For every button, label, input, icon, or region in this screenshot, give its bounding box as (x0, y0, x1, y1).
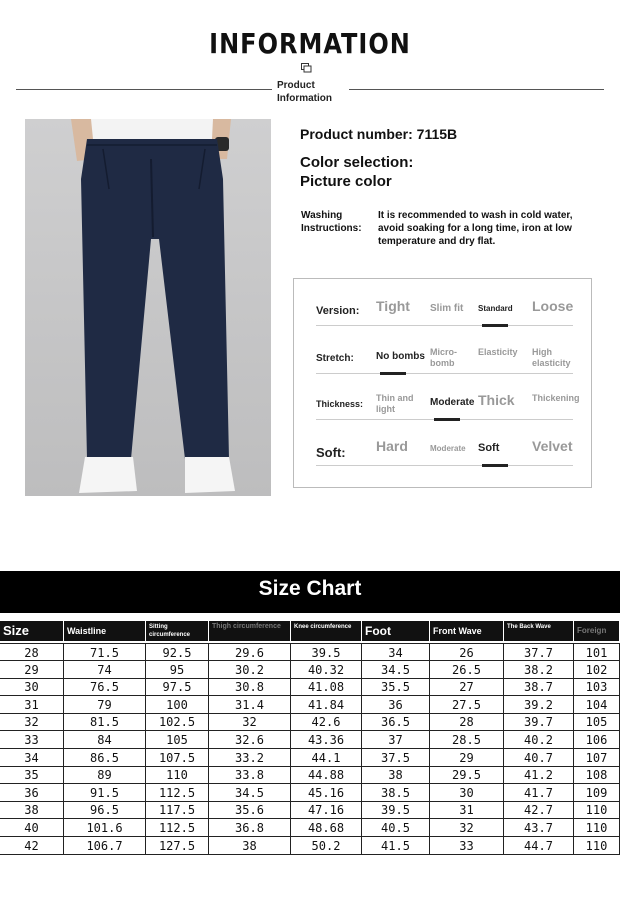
attribute-name: Version: (316, 305, 360, 317)
table-row (0, 661, 620, 679)
table-cell: 36 (0, 784, 64, 802)
table-cell: 32 (209, 713, 291, 731)
table-cell: 43.7 (504, 819, 574, 837)
attribute-option: Thin and light (376, 393, 414, 414)
table-cell: 40.7 (504, 749, 574, 767)
table-cell: 28 (0, 644, 64, 662)
table-cell: 35.6 (209, 801, 291, 819)
table-cell: 102 (574, 661, 620, 679)
table-header-cell: Waistline (64, 621, 145, 641)
table-header-cell: Knee circumference (291, 621, 361, 641)
table-cell: 30 (430, 784, 504, 802)
table-cell: 41.2 (504, 766, 574, 784)
table-cell: 44.1 (291, 749, 362, 767)
attribute-option: Thick (478, 392, 515, 408)
table-cell: 27 (430, 678, 504, 696)
table-cell: 33.2 (209, 749, 291, 767)
table-cell: 107.5 (146, 749, 209, 767)
table-cell: 30.2 (209, 661, 291, 679)
table-cell: 102.5 (146, 713, 209, 731)
table-cell: 44.7 (504, 837, 574, 855)
table-cell: 104 (574, 696, 620, 714)
table-cell: 76.5 (64, 678, 146, 696)
table-cell: 30 (0, 678, 64, 696)
table-cell: 110 (574, 837, 620, 855)
table-cell: 44.88 (291, 766, 362, 784)
table-cell: 30.8 (209, 678, 291, 696)
table-row (0, 643, 620, 661)
table-cell: 33 (0, 731, 64, 749)
table-cell: 106.7 (64, 837, 146, 855)
table-cell: 40.32 (291, 661, 362, 679)
attribute-row (294, 299, 593, 339)
table-cell: 105 (146, 731, 209, 749)
table-cell: 110 (146, 766, 209, 784)
attribute-row (294, 393, 593, 433)
table-cell: 112.5 (146, 784, 209, 802)
table-cell: 32 (430, 819, 504, 837)
table-cell: 31 (430, 801, 504, 819)
table-cell: 112.5 (146, 819, 209, 837)
attribute-option: Soft (478, 442, 500, 454)
table-row (0, 713, 620, 731)
attribute-option: Standard (478, 304, 513, 313)
attribute-row (294, 347, 593, 387)
table-header-cell: Size (0, 621, 63, 641)
attribute-row (294, 439, 593, 479)
table-cell: 109 (574, 784, 620, 802)
table-cell: 38.5 (362, 784, 430, 802)
table-cell: 36.8 (209, 819, 291, 837)
table-cell: 91.5 (64, 784, 146, 802)
table-cell: 50.2 (291, 837, 362, 855)
table-cell: 33 (430, 837, 504, 855)
table-row (0, 678, 620, 696)
table-cell: 108 (574, 766, 620, 784)
table-cell: 39.5 (362, 801, 430, 819)
table-cell: 110 (574, 801, 620, 819)
table-cell: 45.16 (291, 784, 362, 802)
table-cell: 37.5 (362, 749, 430, 767)
table-cell: 86.5 (64, 749, 146, 767)
table-header-cell: The Back Wave (504, 621, 573, 641)
table-cell: 97.5 (146, 678, 209, 696)
table-cell: 117.5 (146, 801, 209, 819)
attribute-selected-marker (482, 324, 508, 327)
attribute-option: Hard (376, 438, 408, 454)
table-cell: 48.68 (291, 819, 362, 837)
table-cell: 38.7 (504, 678, 574, 696)
table-row (0, 801, 620, 819)
table-cell: 101 (574, 644, 620, 662)
attribute-name: Soft: (316, 445, 346, 460)
attribute-selected-marker (434, 418, 460, 421)
table-row (0, 837, 620, 855)
table-cell: 34 (0, 749, 64, 767)
table-cell: 26.5 (430, 661, 504, 679)
table-row (0, 696, 620, 714)
table-row (0, 766, 620, 784)
table-cell: 36.5 (362, 713, 430, 731)
table-cell: 38 (362, 766, 430, 784)
attribute-option: Micro-bomb (430, 347, 457, 368)
table-cell: 28 (430, 713, 504, 731)
table-cell: 28.5 (430, 731, 504, 749)
table-cell: 105 (574, 713, 620, 731)
attribute-option: Moderate (430, 397, 475, 408)
table-cell: 38 (0, 801, 64, 819)
table-row (0, 749, 620, 767)
attribute-option: Moderate (430, 444, 466, 453)
attribute-name: Thickness: (316, 399, 364, 409)
attribute-name: Stretch: (316, 353, 354, 364)
table-cell: 96.5 (64, 801, 146, 819)
table-cell: 35 (0, 766, 64, 784)
table-cell: 29.6 (209, 644, 291, 662)
table-cell: 32 (0, 713, 64, 731)
header-divider-right (349, 89, 604, 90)
attribute-option: Loose (532, 298, 574, 314)
table-cell: 31 (0, 696, 64, 714)
table-cell: 40.5 (362, 819, 430, 837)
table-cell: 42.6 (291, 713, 362, 731)
table-cell: 39.7 (504, 713, 574, 731)
attribute-selected-marker (380, 372, 406, 375)
attribute-track (316, 373, 573, 374)
table-cell: 79 (64, 696, 146, 714)
table-row (0, 784, 620, 802)
product-number: Product number: 7115B (300, 126, 458, 142)
table-cell: 31.4 (209, 696, 291, 714)
table-cell: 40.2 (504, 731, 574, 749)
attribute-option: Thickening (532, 393, 580, 403)
table-cell: 33.8 (209, 766, 291, 784)
table-cell: 34.5 (209, 784, 291, 802)
table-cell: 92.5 (146, 644, 209, 662)
product-photo (25, 119, 271, 496)
table-header-cell: Sitting circumference (146, 621, 208, 641)
table-cell: 47.16 (291, 801, 362, 819)
attribute-option: No bombs (376, 351, 425, 362)
table-cell: 34.5 (362, 661, 430, 679)
table-cell: 41.5 (362, 837, 430, 855)
color-selection: Color selection: Picture color (300, 154, 414, 190)
table-cell: 107 (574, 749, 620, 767)
table-cell: 101.6 (64, 819, 146, 837)
table-cell: 27.5 (430, 696, 504, 714)
table-cell: 100 (146, 696, 209, 714)
table-header-cell: Foot (362, 621, 429, 641)
table-cell: 106 (574, 731, 620, 749)
table-header-cell: Foreign (574, 621, 619, 641)
table-cell: 41.08 (291, 678, 362, 696)
washing-label: Washing Instructions: (301, 210, 362, 234)
table-cell: 127.5 (146, 837, 209, 855)
table-cell: 71.5 (64, 644, 146, 662)
table-cell: 37 (362, 731, 430, 749)
table-cell: 42 (0, 837, 64, 855)
attribute-option: Velvet (532, 438, 573, 454)
page-title: INFORMATION (209, 27, 411, 61)
table-cell: 36 (362, 696, 430, 714)
table-cell: 40 (0, 819, 64, 837)
table-cell: 29 (430, 749, 504, 767)
table-row (0, 731, 620, 749)
table-cell: 103 (574, 678, 620, 696)
table-cell: 81.5 (64, 713, 146, 731)
attribute-selected-marker (482, 464, 508, 467)
attribute-track (316, 465, 573, 466)
table-cell: 35.5 (362, 678, 430, 696)
table-cell: 32.6 (209, 731, 291, 749)
table-cell: 84 (64, 731, 146, 749)
table-cell: 39.5 (291, 644, 362, 662)
table-cell: 39.2 (504, 696, 574, 714)
table-cell: 29 (0, 661, 64, 679)
table-cell: 29.5 (430, 766, 504, 784)
header-subtitle: Product Information (277, 80, 332, 104)
size-chart-title: Size Chart (258, 577, 362, 600)
table-cell: 37.7 (504, 644, 574, 662)
table-cell: 74 (64, 661, 146, 679)
table-header (0, 621, 620, 641)
table-cell: 38.2 (504, 661, 574, 679)
attribute-track (316, 325, 573, 326)
attribute-option: Slim fit (430, 303, 464, 314)
attribute-option: Tight (376, 298, 410, 314)
table-row (0, 819, 620, 837)
table-header-cell: Thigh circumference (209, 621, 290, 641)
header-divider-left (16, 89, 272, 90)
table-cell: 34 (362, 644, 430, 662)
attribute-option: High elasticity (532, 347, 571, 368)
table-cell: 43.36 (291, 731, 362, 749)
table-cell: 95 (146, 661, 209, 679)
table-cell: 42.7 (504, 801, 574, 819)
table-cell: 89 (64, 766, 146, 784)
table-cell: 41.84 (291, 696, 362, 714)
washing-instructions: It is recommended to wash in cold water, avoid soaking for a long time, iron at low temperature and dry flat. (378, 210, 573, 247)
table-cell: 110 (574, 819, 620, 837)
copy-icon (301, 63, 312, 73)
table-cell: 26 (430, 644, 504, 662)
attribute-option: Elasticity (478, 347, 518, 357)
table-header-cell: Front Wave (430, 621, 503, 641)
table-cell: 41.7 (504, 784, 574, 802)
table-cell: 38 (209, 837, 291, 855)
attributes-panel (293, 278, 592, 488)
